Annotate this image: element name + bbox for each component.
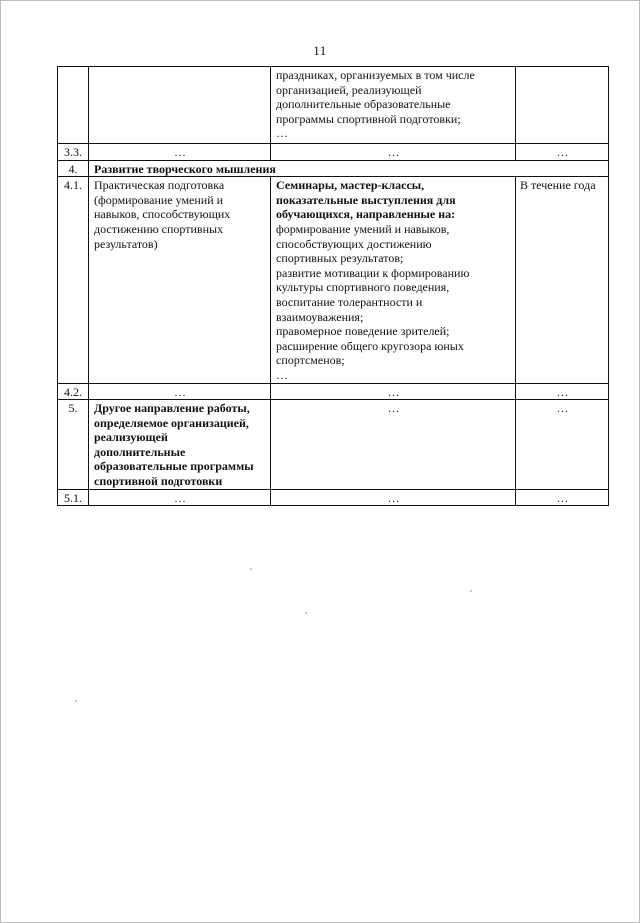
scan-speck [250, 568, 252, 570]
content-line: праздниках, организуемых в том числе [276, 68, 475, 82]
cell-timing: В течение года [516, 177, 609, 383]
scan-speck [305, 612, 307, 614]
content-line: … [276, 367, 288, 382]
cell-num [58, 67, 89, 144]
activity-line: навыков, способствующих [94, 207, 231, 222]
content-line: способствующих достижению [276, 236, 432, 251]
table-row-5-1 [58, 489, 609, 506]
content-line: организацией, реализующей [276, 82, 422, 97]
content-heading-line: обучающихся, направленные на: [276, 207, 456, 222]
activity-plan-table [57, 66, 609, 506]
table-row-continuation [58, 67, 609, 144]
cell-activity [89, 177, 271, 383]
content-line: культуры спортивного поведения, [276, 280, 450, 295]
scan-speck [75, 700, 77, 702]
table-row-section-4 [58, 160, 609, 177]
cell-timing: … [516, 144, 609, 161]
section-title: Развитие творческого мышления [89, 160, 609, 177]
cell-content: … [271, 400, 516, 490]
table-row-3-3 [58, 144, 609, 161]
activity-line: спортивной подготовки [94, 474, 223, 489]
table-row-4-2 [58, 383, 609, 400]
row-number: 4. [58, 160, 89, 177]
content-heading-line: показательные выступления для [276, 192, 456, 207]
content-line: правомерное поведение зрителей; [276, 324, 450, 339]
activity-line: образовательные программы [94, 459, 254, 474]
page-number: 11 [313, 43, 327, 58]
activity-line: достижению спортивных [94, 221, 224, 236]
table-row-4-1 [58, 177, 609, 383]
cell-activity: … [89, 144, 271, 161]
content-line: программы спортивной подготовки; [276, 111, 461, 126]
activity-line: Другое направление работы, [94, 401, 250, 416]
cell-activity: … [89, 383, 271, 400]
cell-activity [89, 67, 271, 144]
content-line: воспитание толерантности и [276, 294, 423, 309]
activity-line: определяемое организацией, [94, 415, 249, 430]
content-line: дополнительные образовательные [276, 97, 451, 112]
content-line: взаимоуважения; [276, 309, 364, 324]
cell-timing: … [516, 400, 609, 490]
row-number: 4.1. [58, 177, 89, 383]
content-line: спортивных результатов; [276, 251, 404, 266]
cell-timing: … [516, 383, 609, 400]
content-line: … [276, 126, 288, 141]
content-heading-line: Семинары, мастер-классы, [276, 178, 425, 193]
cell-activity [89, 400, 271, 490]
cell-content: … [271, 144, 516, 161]
cell-content [271, 67, 516, 144]
activity-line: Практическая подготовка [94, 178, 225, 193]
activity-line: реализующей [94, 430, 168, 445]
cell-content: … [271, 489, 516, 506]
activity-line: дополнительные [94, 444, 186, 459]
scan-speck [470, 590, 472, 592]
content-line: формирование умений и навыков, [276, 221, 450, 236]
cell-content [271, 177, 516, 383]
cell-timing: … [516, 489, 609, 506]
content-line: расширение общего кругозора юных [276, 338, 464, 353]
row-number: 5. [58, 400, 89, 490]
row-number: 3.3. [58, 144, 89, 161]
row-number: 5.1. [58, 489, 89, 506]
activity-line: (формирование умений и [94, 192, 224, 207]
content-line: развитие мотивации к формированию [276, 265, 470, 280]
content-line: спортсменов; [276, 353, 345, 368]
table-row-5 [58, 400, 609, 490]
activity-line: результатов) [94, 236, 158, 251]
cell-timing [516, 67, 609, 144]
row-number: 4.2. [58, 383, 89, 400]
cell-activity: … [89, 489, 271, 506]
cell-content: … [271, 383, 516, 400]
